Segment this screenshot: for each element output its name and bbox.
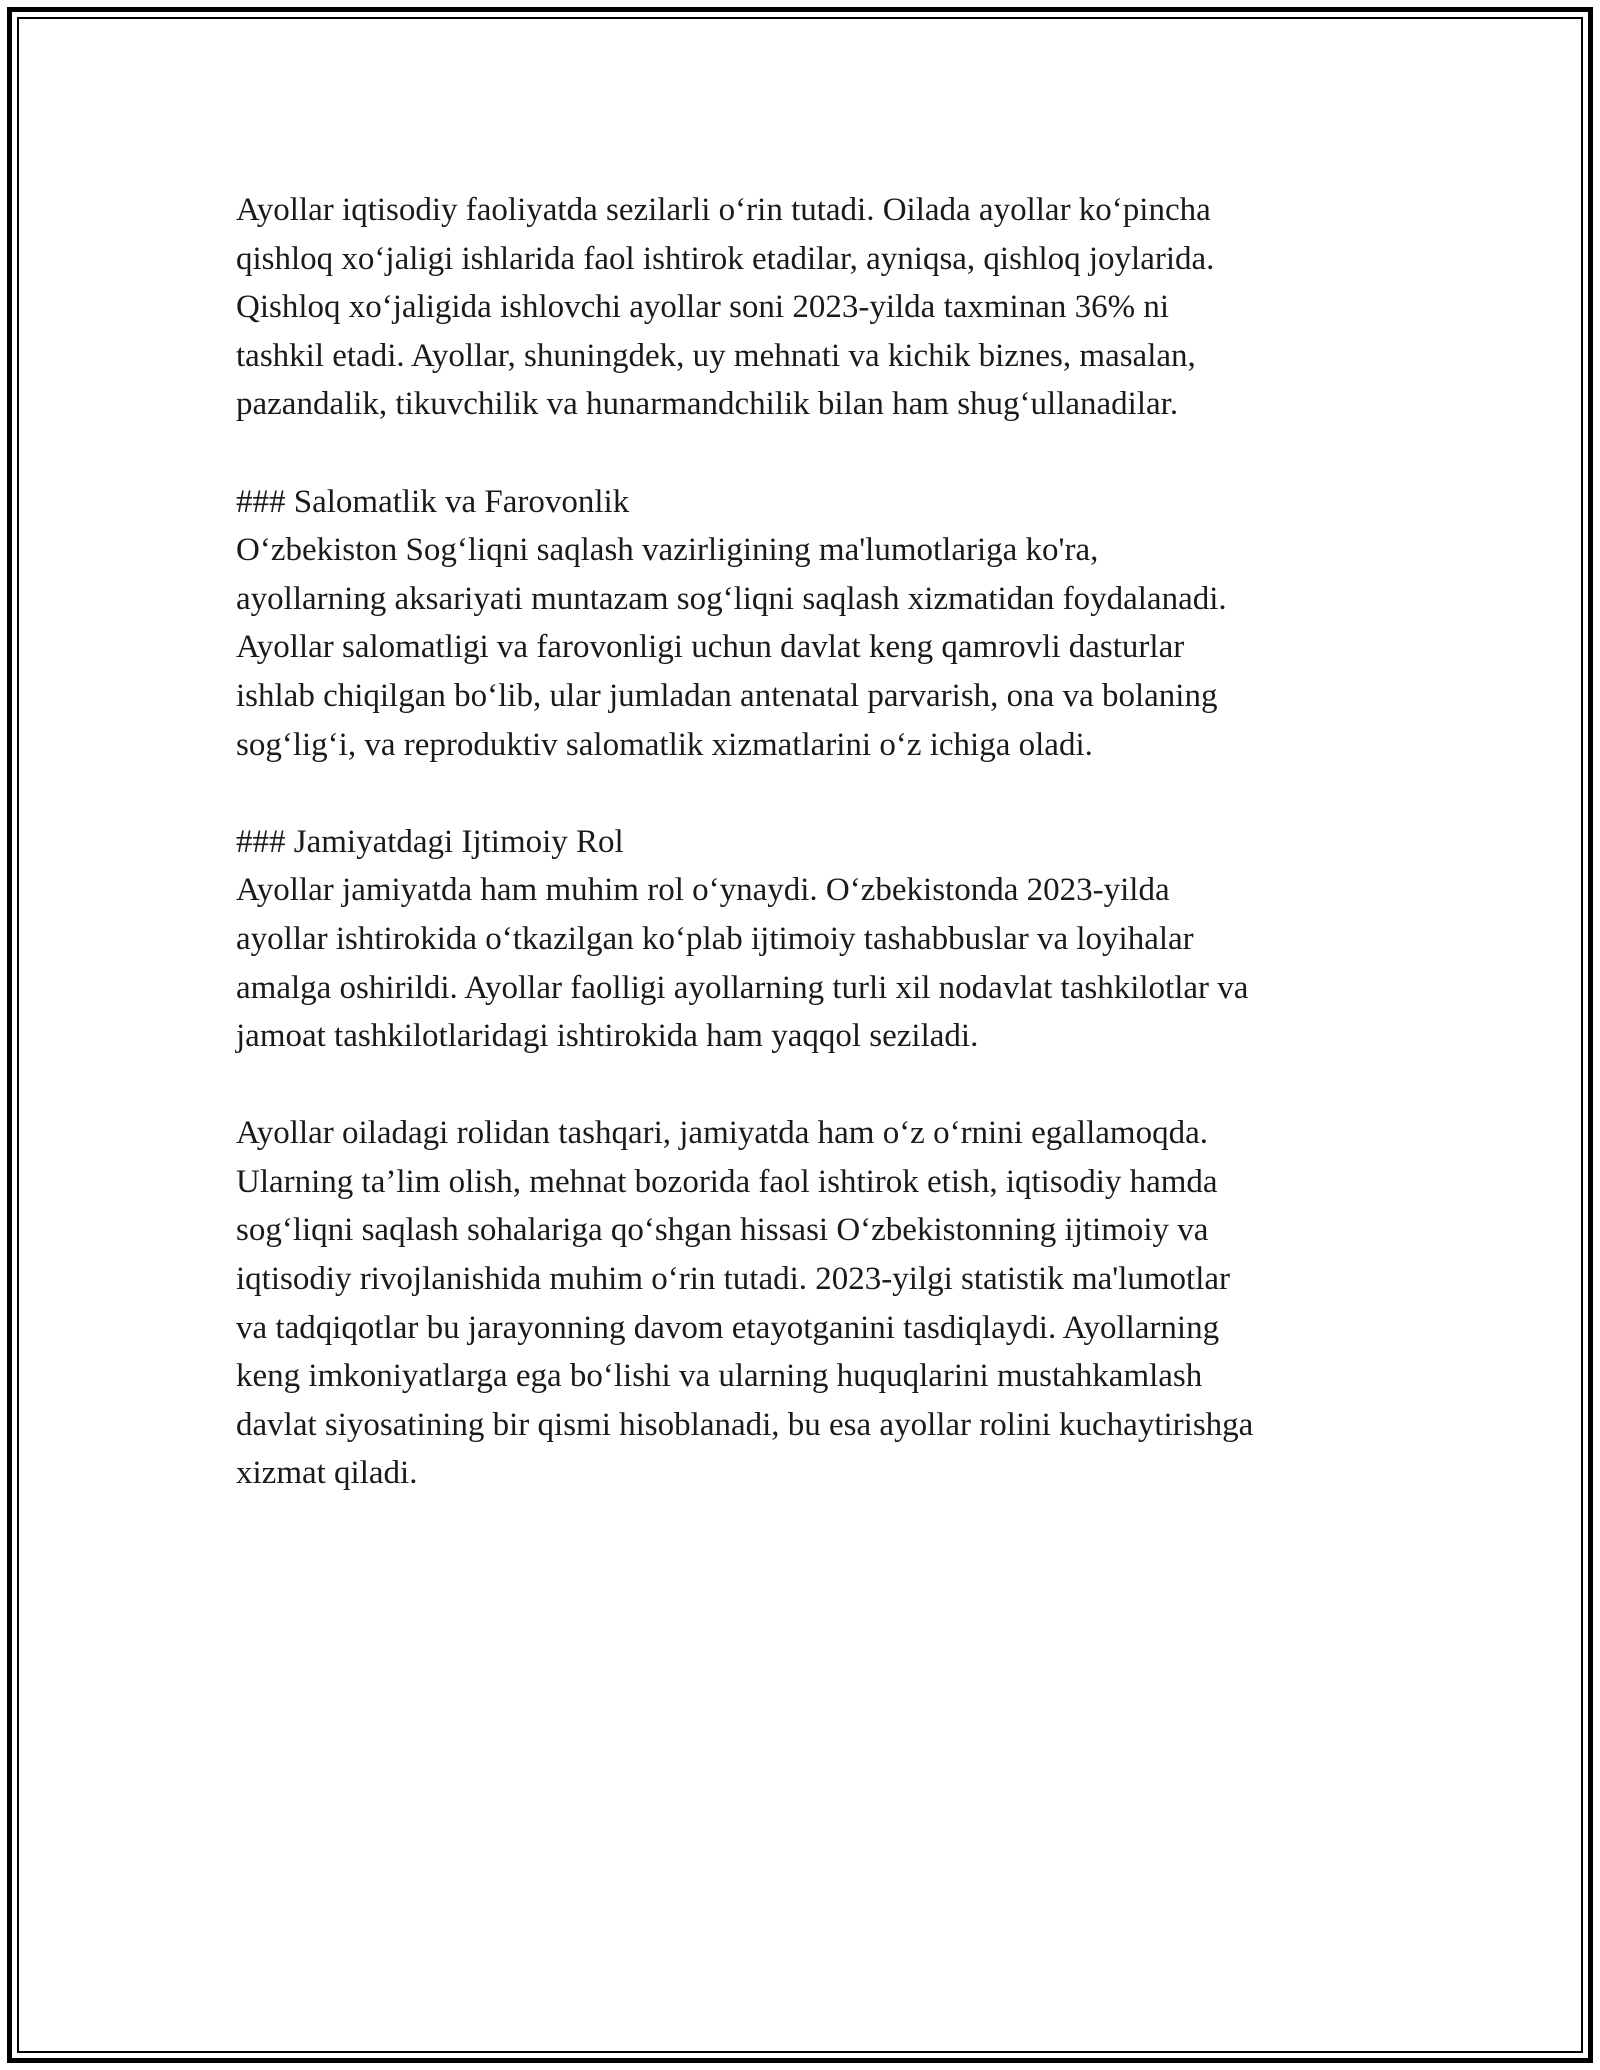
- section-heading-social-role: ### Jamiyatdagi Ijtimoiy Rol: [236, 823, 624, 860]
- paragraph-conclusion: Ayollar oiladagi rolidan tashqari, jamiyatda ham o‘z o‘rnini egallamoqda. Ularning ta’lim olish, mehnat bozorida faol ishtirok etish, iqtisodiy hamda sog‘liqni saqlash sohalariga qo‘shgan hissasi O‘zbekistonning ijtimoiy va iqtisodiy rivojlanishida muhim o‘rin tutadi. 2023-yilgi statistik ma'lumotlar va tadqiqotlar bu jarayonning davom etayotganini tasdiqlaydi. Ayollarning keng imkoniyatlarga ega bo‘lishi va ularning huquqlarini mustahkamlash davlat siyosatining bir qismi hisoblanadi, bu esa ayollar rolini kuchaytirishga xizmat qiladi.: [236, 1115, 1254, 1492]
- paragraph-social-role: Ayollar jamiyatda ham muhim rol o‘ynaydi. O‘zbekistonda 2023-yilda ayollar ishtirokida o‘tkazilgan ko‘plab ijtimoiy tashabbuslar va loyihalar amalga oshirildi. Ayollar faolligi ayollarning turli xil nodavlat tashkilotlar va jamoat tashkilotlaridagi ishtirokida ham yaqqol seziladi.: [236, 872, 1249, 1055]
- paragraph-spacer: [236, 1061, 1396, 1110]
- paragraph-health: O‘zbekiston Sog‘liqni saqlash vazirligining ma'lumotlariga ko'ra, ayollarning aksariyati muntazam sog‘liqni saqlash xizmatidan foydalanadi. Ayollar salomatligi va farovonligi uchun davlat keng qamrovli dasturlar ishlab chiqilgan bo‘lib, ular jumladan antenatal parvarish, ona va bolaning sog‘lig‘i, va reproduktiv salomatlik xizmatlarini o‘z ichiga oladi.: [236, 532, 1227, 763]
- paragraph-spacer: [236, 429, 1396, 478]
- paragraph-spacer: [236, 769, 1396, 818]
- section-heading-health: ### Salomatlik va Farovonlik: [236, 483, 630, 520]
- paragraph-economic-activity: Ayollar iqtisodiy faoliyatda sezilarli o‘rin tutadi. Oilada ayollar ko‘pincha qishloq xo‘jaligi ishlarida faol ishtirok etadilar, ayniqsa, qishloq joylarida. Qishloq xo‘jaligida ishlovchi ayollar soni 2023-yilda taxminan 36% ni tashkil etadi. Ayollar, shuningdek, uy mehnati va kichik biznes, masalan, pazandalik, tikuvchilik va hunarmandchilik bilan ham shug‘ullanadilar.: [236, 192, 1215, 423]
- document-body: [236, 186, 1396, 1498]
